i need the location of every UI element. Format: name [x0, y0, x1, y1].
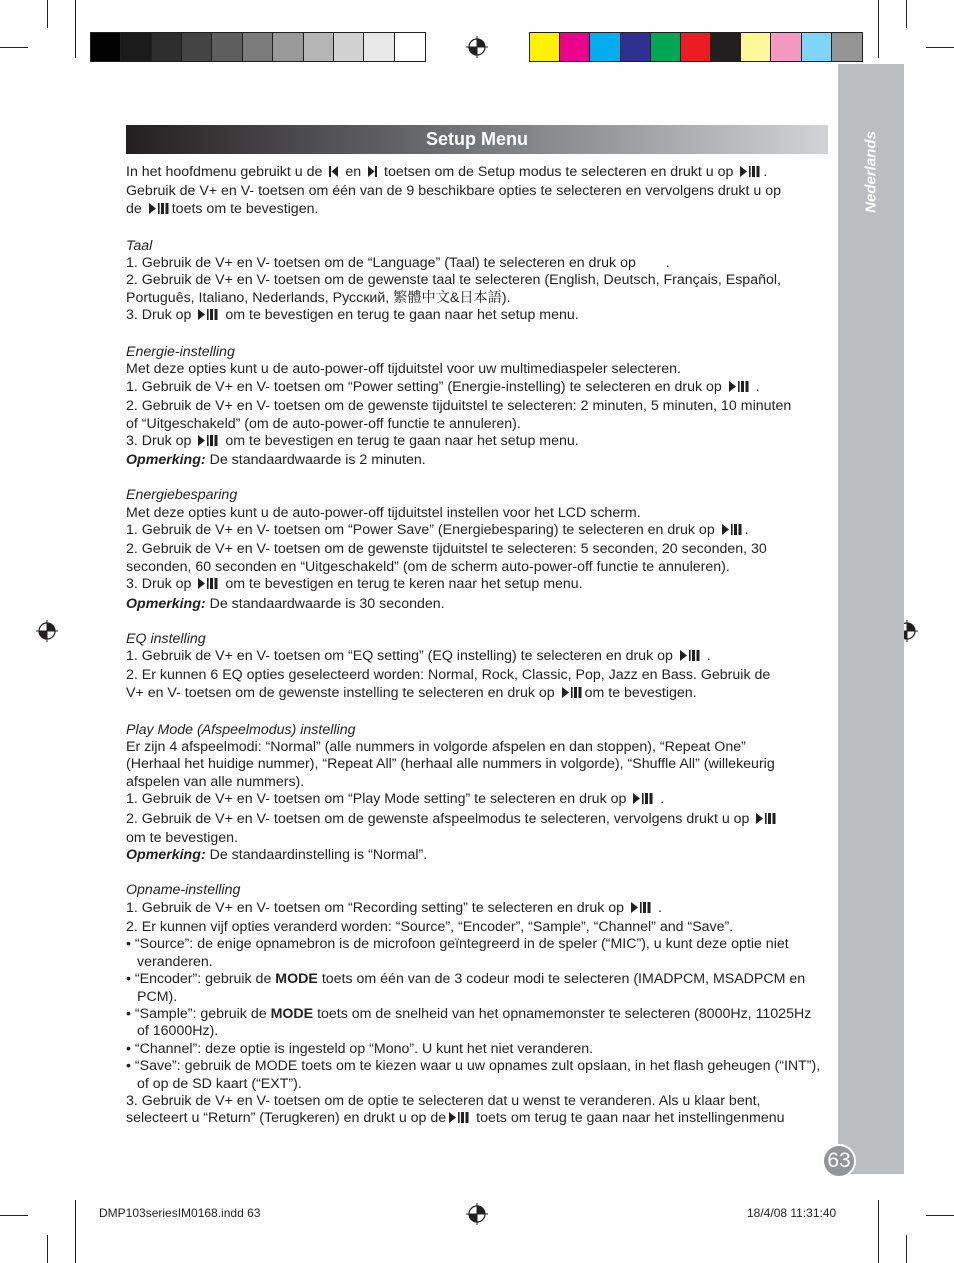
opname-bullet-channel: • “Channel”: deze optie is ingesteld op “Mono”. U kunt het niet veranderen.: [126, 1040, 594, 1057]
page-title: Setup Menu: [426, 129, 528, 149]
eq-step-2b: V+ en V- toetsen om de gewenste instelling te selecteren en druk op om te bevestigen.: [126, 685, 826, 704]
color-swatch: [243, 33, 273, 61]
play-pause-icon: [197, 577, 219, 595]
taal-step-3: 3. Druk op om te bevestigen en terug te gaan naar het setup menu.: [126, 307, 826, 326]
opname-bullet-source: • “Source”: de enige opnamebron is de microfoon geïntegreerd in de speler (“MIC”), u kunt deze optie niet veranderen.: [126, 936, 789, 970]
taal-step-1: 1. Gebruik de V+ en V- toetsen om de “Language” (Taal) te selecteren en druk op .: [126, 255, 670, 272]
registration-mark-icon: [466, 36, 488, 58]
playmode-desc-2: (Herhaal het huidige nummer), “Repeat All” (herhaal alle nummers in volgorde), “Shuffle All” (willekeurig: [126, 756, 775, 773]
crop-mark: [75, 1200, 76, 1263]
energie-desc: Met deze opties kunt u de auto-power-off tijduitstel voor uw multimediaspeler selecteren.: [126, 361, 681, 378]
color-swatch: [651, 33, 681, 61]
opname-bullet-encoder: • “Encoder”: gebruik de MODE toets om één van de 3 codeur modi te selecteren (IMADPCM, MSADPCM en PCM).: [126, 971, 806, 1005]
color-swatch: [621, 33, 651, 61]
side-tab-label: Nederlands: [862, 131, 880, 213]
play-pause-icon: [679, 649, 701, 667]
color-swatch: [530, 33, 560, 61]
opname-step-1: 1. Gebruik de V+ en V- toetsen om “Recording setting” te selecteren en druk op .: [126, 900, 826, 919]
color-swatch: [832, 33, 862, 61]
footer-file-slug: DMP103seriesIM0168.indd 63: [99, 1206, 261, 1220]
energiebesparing-step-3: 3. Druk op om te bevestigen en terug te keren naar het setup menu.: [126, 576, 826, 595]
color-swatch: [771, 33, 801, 61]
color-swatch: [395, 33, 425, 61]
play-pause-icon: [561, 686, 583, 704]
crop-mark: [47, 1235, 48, 1263]
section-heading-energie: Energie-instelling: [126, 344, 235, 361]
previous-track-icon: [328, 165, 339, 183]
color-swatch: [152, 33, 182, 61]
language-side-tab: [838, 64, 904, 1174]
energie-note: Opmerking: De standaardwaarde is 2 minuten.: [126, 452, 426, 469]
color-swatch: [334, 33, 364, 61]
eq-step-1: 1. Gebruik de V+ en V- toetsen om “EQ setting” (EQ instelling) te selecteren en druk op .: [126, 648, 826, 667]
taal-step-2a: 2. Gebruik de V+ en V- toetsen om de gewenste taal te selecteren (English, Deutsch, Français, Español,: [126, 272, 781, 289]
process-color-bar: [529, 32, 863, 62]
section-heading-energiebesparing: Energiebesparing: [126, 487, 238, 504]
play-pause-icon: [739, 165, 761, 183]
play-pause-icon: [148, 202, 170, 220]
color-swatch: [802, 33, 832, 61]
play-pause-icon: [728, 380, 750, 398]
crop-mark: [926, 1215, 954, 1216]
play-pause-icon: [721, 523, 743, 541]
color-swatch: [91, 33, 121, 61]
page-number: 63: [822, 1144, 856, 1178]
crop-mark: [0, 1215, 28, 1216]
energie-step-2b: of “Uitgeschakeld” (om de auto-power-off functie te annuleren).: [126, 415, 521, 432]
play-pause-icon: [632, 792, 654, 810]
opname-step-2: 2. Er kunnen vijf opties veranderd worden: “Source”, “Encoder”, “Sample”, “Channel” and “Save”.: [126, 918, 734, 935]
color-swatch: [560, 33, 590, 61]
crop-mark: [926, 47, 954, 48]
footer-date-slug: 18/4/08 11:31:40: [747, 1206, 837, 1220]
energiebesparing-step-2b: seconden, 60 seconden en “Uitgeschakeld” (om de scherm auto-power-off functie te annuleren).: [126, 558, 730, 575]
play-pause-icon: [755, 812, 777, 830]
color-swatch: [741, 33, 771, 61]
crop-mark: [878, 1200, 879, 1263]
energiebesparing-note: Opmerking: De standaardwaarde is 30 seconden.: [126, 595, 445, 612]
opname-bullet-save: • “Save”: gebruik de MODE toets om te kiezen waar u uw opnames zult opslaan, in het flash geheugen (“INT”), of op de SD kaart (“EXT”).: [126, 1058, 821, 1092]
color-swatch: [681, 33, 711, 61]
play-pause-icon: [197, 308, 219, 326]
play-pause-icon: [448, 1111, 470, 1129]
crop-mark: [878, 0, 879, 58]
color-swatch: [304, 33, 334, 61]
next-track-icon: [367, 165, 378, 183]
section-heading-taal: Taal: [126, 237, 153, 254]
opname-step-3a: 3. Gebruik de V+ en V- toetsen om de optie te selecteren dat u wenst te veranderen. Als u klaar bent,: [126, 1093, 761, 1110]
manual-body: [126, 164, 826, 1130]
energie-step-3: 3. Druk op om te bevestigen en terug te gaan naar het setup menu.: [126, 433, 826, 452]
crop-mark: [906, 1235, 907, 1263]
eq-step-2a: 2. Er kunnen 6 EQ opties geselecteerd worden: Normal, Rock, Classic, Pop, Jazz en Bass. Gebruik de: [126, 667, 771, 684]
registration-mark-icon: [36, 620, 58, 642]
registration-mark-icon: [466, 1203, 488, 1225]
grey-color-bar: [90, 32, 426, 62]
energiebesparing-step-2a: 2. Gebruik de V+ en V- toetsen om de gewenste tijduitstel te selecteren: 5 seconden, 20 seconden, 30: [126, 541, 767, 558]
color-swatch: [121, 33, 151, 61]
section-heading-opname: Opname-instelling: [126, 882, 241, 899]
playmode-desc-1: Er zijn 4 afspeelmodi: “Normal” (alle nummers in volgorde afspelen en dan stoppen), “Repeat One”: [126, 738, 746, 755]
playmode-note: Opmerking: De standaardinstelling is “Normal”.: [126, 847, 428, 864]
color-swatch: [364, 33, 394, 61]
intro-line-1: In het hoofdmenu gebruikt u de en toetsen om de Setup modus te selecteren en drukt u op .: [126, 164, 826, 183]
crop-mark: [906, 0, 907, 28]
play-pause-icon: [197, 434, 219, 452]
opname-bullet-sample: • “Sample”: gebruik de MODE toets om de snelheid van het opnamemonster te selecteren (8000Hz, 11025Hz of 16000Hz).: [126, 1006, 812, 1040]
color-swatch: [212, 33, 242, 61]
crop-mark: [75, 0, 76, 58]
section-heading-eq: EQ instelling: [126, 630, 206, 647]
taal-step-2b: Português, Italiano, Nederlands, Русский, 繁體中文&日本語).: [126, 289, 511, 306]
intro-line-2: Gebruik de V+ en V- toetsen om één van de 9 beschikbare opties te selecteren en vervolgens drukt u op: [126, 183, 782, 200]
energiebesparing-desc: Met deze opties kunt u de auto-power-off tijduitstel instellen voor het LCD scherm.: [126, 504, 641, 521]
section-heading-playmode: Play Mode (Afspeelmodus) instelling: [126, 721, 356, 738]
color-swatch: [273, 33, 303, 61]
playmode-step-2a: 2. Gebruik de V+ en V- toetsen om de gewenste afspeelmodus te selecteren, vervolgens drukt u op: [126, 811, 826, 830]
crop-mark: [47, 0, 48, 28]
playmode-desc-3: afspelen van alle nummers).: [126, 773, 305, 790]
color-swatch: [182, 33, 212, 61]
opname-step-3b: selecteert u “Return” (Terugkeren) en drukt u op de toets om terug te gaan naar het instellingenmenu: [126, 1110, 826, 1129]
energie-step-1: 1. Gebruik de V+ en V- toetsen om “Power setting” (Energie-instelling) te selecteren en druk op .: [126, 379, 826, 398]
intro-line-3: de toets om te bevestigen.: [126, 201, 826, 220]
crop-mark: [0, 47, 28, 48]
playmode-step-2b: om te bevestigen.: [126, 829, 238, 846]
energie-step-2a: 2. Gebruik de V+ en V- toetsen om de gewenste tijduitstel te selecteren: 2 minuten, 5 minuten, 10 minuten: [126, 398, 792, 415]
energiebesparing-step-1: 1. Gebruik de V+ en V- toetsen om “Power Save” (Energiebesparing) te selecteren en druk op .: [126, 522, 826, 541]
color-swatch: [590, 33, 620, 61]
play-pause-icon: [630, 901, 652, 919]
playmode-step-1: 1. Gebruik de V+ en V- toetsen om “Play Mode setting” te selecteren en druk op .: [126, 791, 826, 810]
color-swatch: [711, 33, 741, 61]
